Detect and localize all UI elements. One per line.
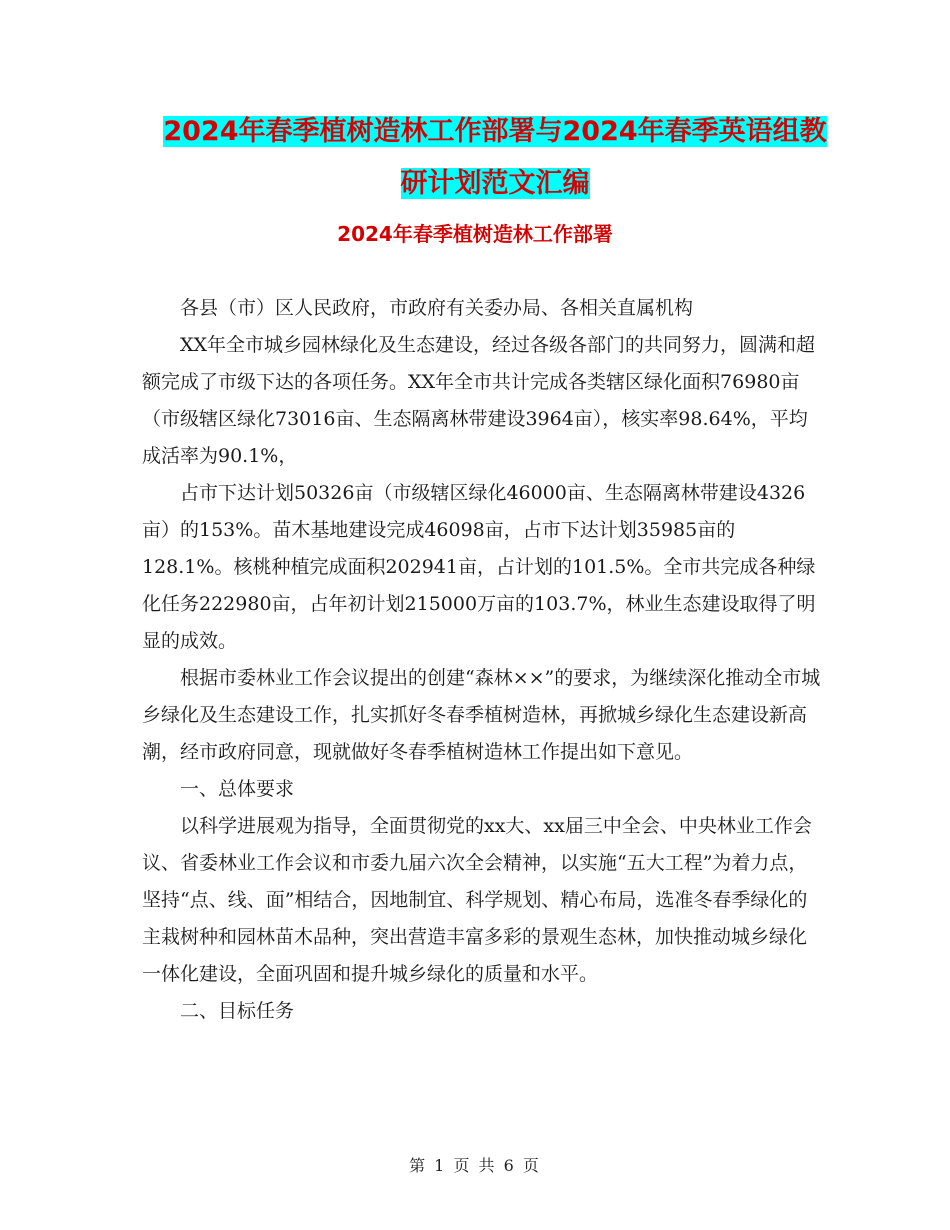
heading-targets: 二、目标任务	[180, 1000, 295, 1022]
paragraph: 根据市委林业工作会议提出的创建“森林××”的要求，为继续深化推动全市城乡绿化及生态建设工作，扎实抓好冬春季植树造林，再掀城乡绿化生态建设新高潮，经市政府同意，现就做好冬春季植树造林工作提出如下意见。	[142, 667, 821, 763]
paragraph: 占市下达计划50326亩（市级辖区绿化46000亩、生态隔离林带建设4326亩）的153%。苗木基地建设完成46098亩，占市下达计划35985亩的128.1%。核桃种植完成面积202941亩，占计划的101.5%。全市共完成各种绿化任务222980亩，占年初计划215000万亩的103.7%，林业生态建设取得了明显的成效。	[142, 482, 816, 652]
page-footer: 第 1 页 共 6 页	[409, 1156, 541, 1175]
paragraph: 以科学进展观为指导，全面贯彻党的xx大、xx届三中全会、中央林业工作会议、省委林业工作会议和市委九届六次全会精神，以实施“五大工程”为着力点，坚持“点、线、面”相结合，因地制宜、科学规划、精心布局，选准冬春季绿化的主栽树种和园林苗木品种，突出营造丰富多彩的景观生态林，加快推动城乡绿化一体化建设，全面巩固和提升城乡绿化的质量和水平。	[142, 815, 812, 985]
document-title	[140, 106, 850, 210]
section-title: 2024年春季植树造林工作部署	[337, 222, 613, 246]
document-body	[142, 290, 822, 1030]
title-line-1: 2024年春季植树造林工作部署与2024年春季英语组教	[163, 116, 827, 147]
heading-general-requirements: 一、总体要求	[180, 778, 295, 800]
paragraph: XX年全市城乡园林绿化及生态建设，经过各级各部门的共同努力，圆满和超额完成了市级下达的各项任务。XX年全市共计完成各类辖区绿化面积76980亩（市级辖区绿化73016亩、生态隔离林带建设3964亩），核实率98.64%，平均成活率为90.1%，	[142, 334, 816, 467]
title-line-2: 研计划范文汇编	[400, 168, 590, 199]
paragraph: 各县（市）区人民政府，市政府有关委办局、各相关直属机构	[180, 297, 694, 319]
